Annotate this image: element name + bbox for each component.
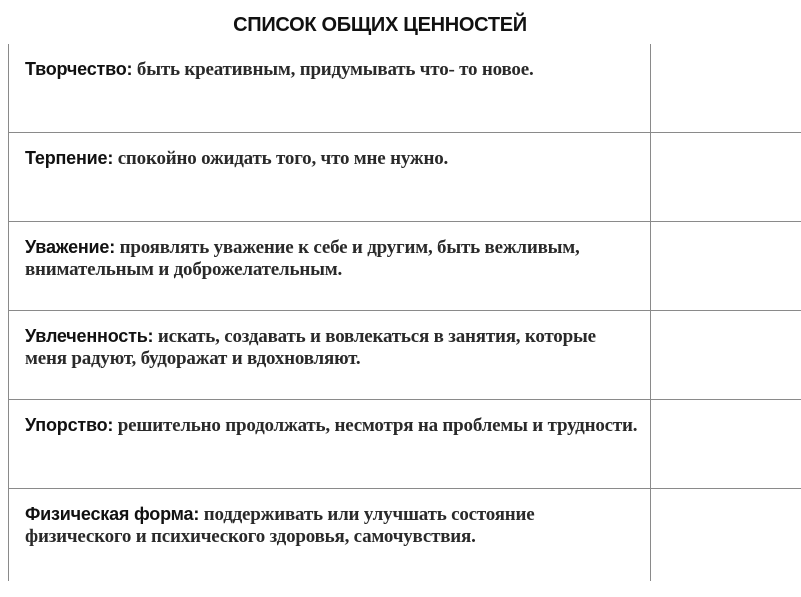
value-mark-cell[interactable] — [651, 44, 801, 133]
value-description: спокойно ожидать того, что мне нужно. — [113, 148, 449, 169]
value-description: проявлять уважение к себе и другим, быть вежливым, внимательным и доброжелательным. — [25, 237, 580, 280]
value-text-cell — [9, 489, 651, 582]
value-term: Увлеченность: — [25, 326, 154, 346]
value-description: искать, создавать и вовлекаться в занятия, которые меня радуют, будоражат и вдохновляют. — [25, 326, 596, 369]
value-term: Уважение: — [25, 237, 116, 257]
value-text — [9, 222, 650, 310]
value-row — [9, 44, 801, 133]
page-title: СПИСОК ОБЩИХ ЦЕННОСТЕЙ — [233, 14, 527, 36]
value-description: решительно продолжать, несмотря на проблемы и трудности. — [113, 415, 638, 436]
value-term: Упорство: — [25, 415, 114, 435]
value-description: быть креативным, придумывать что- то новое. — [132, 59, 534, 80]
value-text — [9, 44, 650, 132]
value-mark-cell[interactable] — [651, 311, 801, 400]
value-term: Терпение: — [25, 148, 114, 168]
values-table — [8, 44, 801, 581]
value-text-cell — [9, 311, 651, 400]
value-description: поддерживать или улучшать состояние физического и психического здоровья, самочувствия. — [25, 504, 535, 547]
value-mark-cell[interactable] — [651, 400, 801, 489]
value-term: Творчество: — [25, 59, 133, 79]
value-row — [9, 311, 801, 400]
value-text-cell — [9, 44, 651, 133]
value-mark-cell[interactable] — [651, 489, 801, 582]
value-text-cell — [9, 133, 651, 222]
value-text-cell — [9, 400, 651, 489]
value-row — [9, 489, 801, 582]
value-row — [9, 222, 801, 311]
value-text — [9, 400, 650, 488]
value-term: Физическая форма: — [25, 504, 200, 524]
value-mark-cell[interactable] — [651, 133, 801, 222]
value-mark-cell[interactable] — [651, 222, 801, 311]
value-text — [9, 133, 650, 221]
value-text-cell — [9, 222, 651, 311]
value-text — [9, 311, 650, 399]
value-text — [9, 489, 650, 581]
value-row — [9, 133, 801, 222]
value-row — [9, 400, 801, 489]
